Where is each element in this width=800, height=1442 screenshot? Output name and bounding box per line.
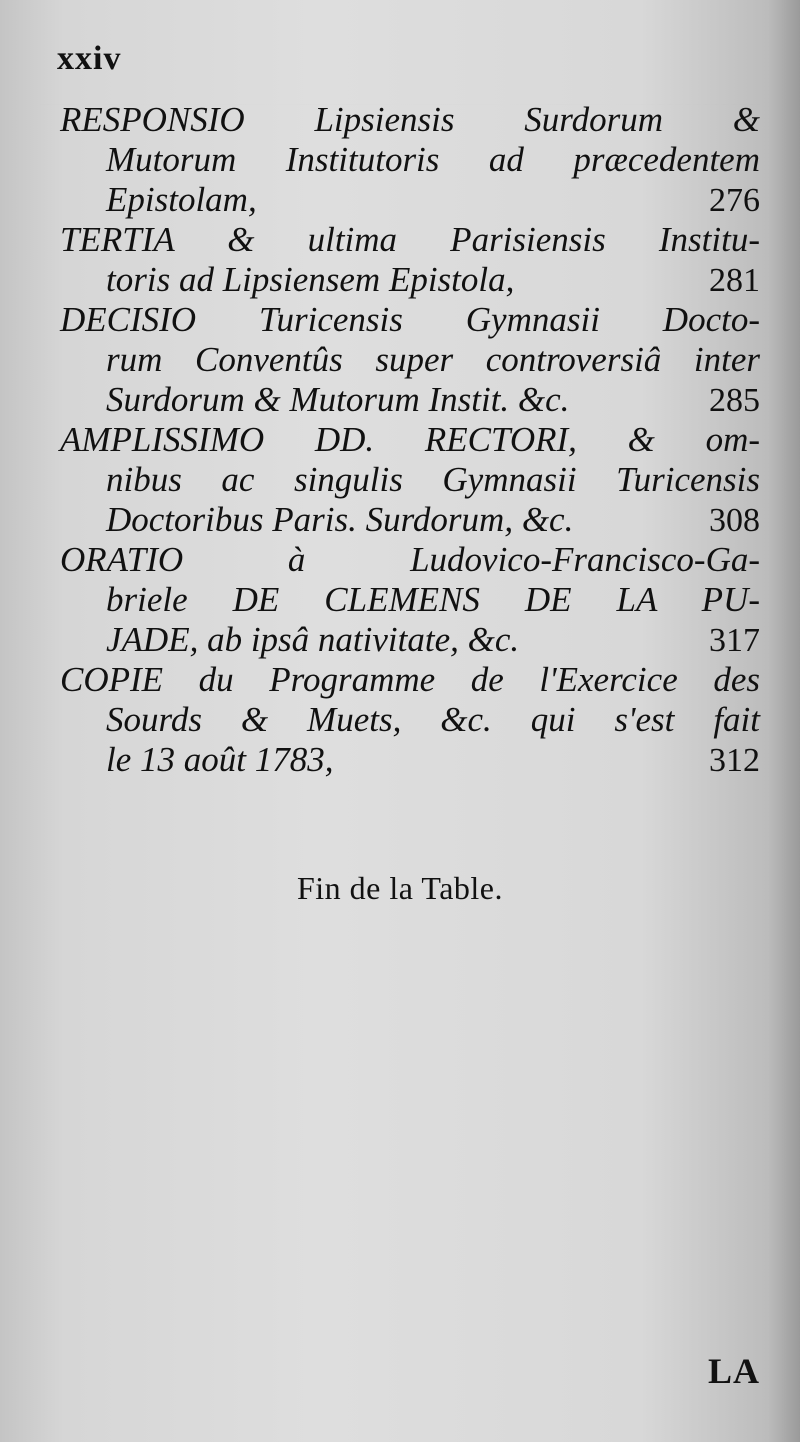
entry-text: Mutorum Institutoris ad præcedentem: [106, 140, 760, 179]
entry-text: le 13 août 1783,: [106, 740, 334, 779]
entry-text: AMPLISSIMO DD. RECTORI, & om-: [60, 420, 760, 459]
entry-page-number: 285: [709, 382, 760, 419]
toc-entry: [60, 100, 760, 220]
entry-text: TERTIA & ultima Parisiensis Institu-: [60, 220, 760, 259]
entry-text: Doctoribus Paris. Surdorum, &c.: [106, 500, 574, 539]
toc-entry: [60, 540, 760, 660]
entry-text: Sourds & Muets, &c. qui s'est fait: [106, 700, 760, 739]
entry-text: COPIE du Programme de l'Exercice des: [60, 660, 760, 699]
entry-text: toris ad Lipsiensem Epistola,: [106, 260, 515, 299]
catchword: LA: [707, 1351, 760, 1391]
entry-page-number: 281: [709, 262, 760, 299]
table-of-contents: [60, 100, 760, 780]
entry-text: RESPONSIO Lipsiensis Surdorum &: [60, 100, 760, 139]
entry-text: Epistolam,: [106, 180, 257, 219]
entry-text: ORATIO à Ludovico-Francisco-Ga-: [60, 540, 760, 579]
entry-page-number: 308: [709, 502, 760, 539]
entry-text: Surdorum & Mutorum Instit. &c.: [106, 380, 570, 419]
entry-text: rum Conventûs super controversiâ inter: [106, 340, 760, 379]
toc-entry: [60, 660, 760, 780]
page-number: xxiv: [57, 40, 122, 77]
entry-page-number: 312: [709, 742, 760, 779]
toc-entry: [60, 220, 760, 300]
entry-text: DECISIO Turicensis Gymnasii Docto-: [60, 300, 760, 339]
toc-entry: [60, 420, 760, 540]
entry-text: JADE, ab ipsâ nativitate, &c.: [106, 620, 520, 659]
entry-text: nibus ac singulis Gymnasii Turicensis: [106, 460, 760, 499]
toc-entry: [60, 300, 760, 420]
entry-text: briele DE CLEMENS DE LA PU-: [106, 580, 760, 619]
entry-page-number: 276: [709, 182, 760, 219]
end-of-table-note: Fin de la Table.: [296, 870, 503, 906]
entry-page-number: 317: [709, 622, 760, 659]
